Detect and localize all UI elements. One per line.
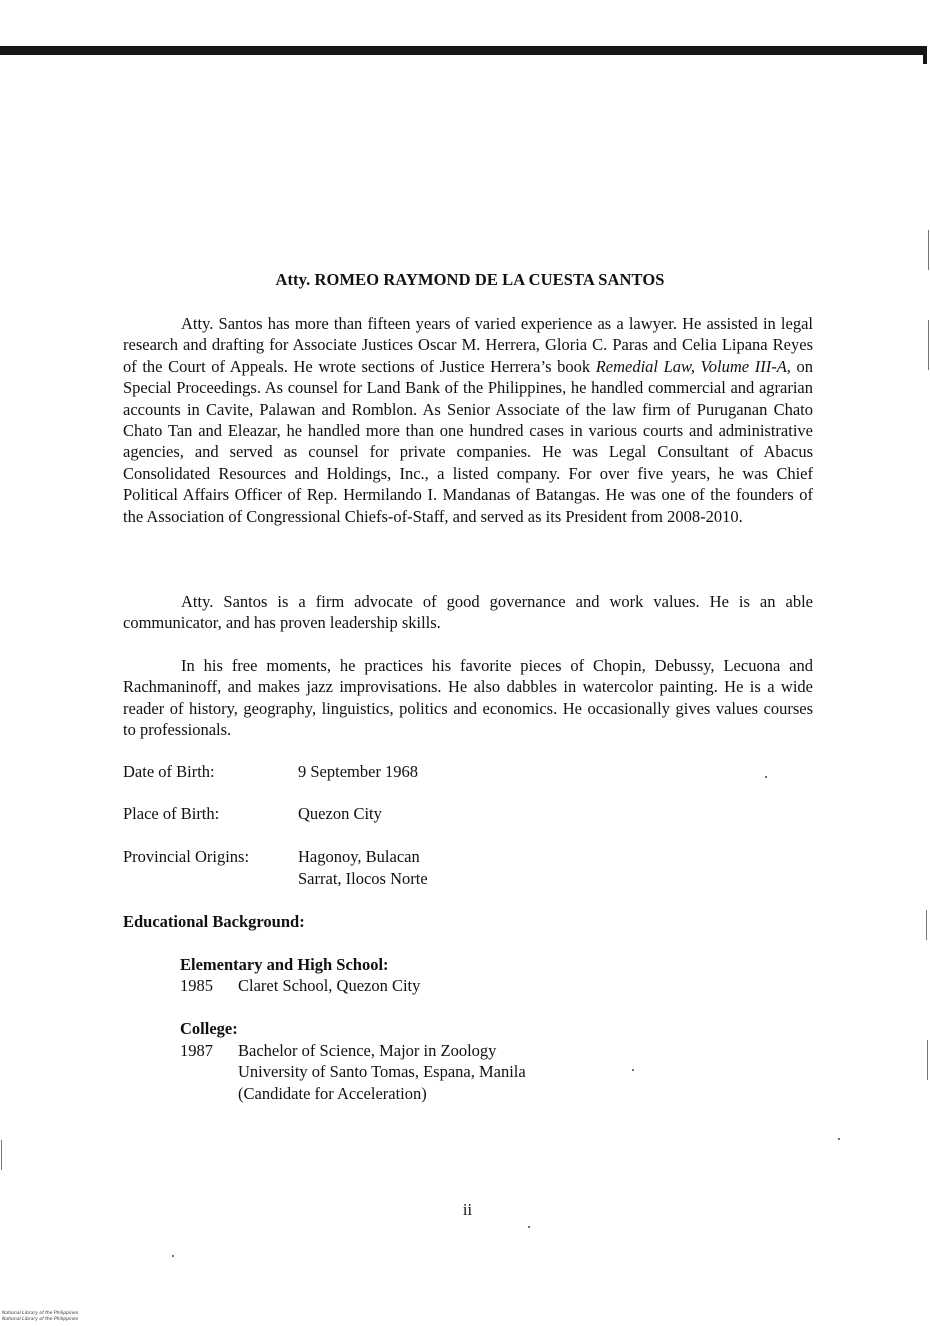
top-border-tick bbox=[923, 46, 927, 64]
scan-speck bbox=[765, 776, 767, 778]
page-number: ii bbox=[462, 1200, 473, 1219]
elementary-heading: Elementary and High School: bbox=[180, 955, 389, 974]
origins-label: Provincial Origins: bbox=[123, 847, 250, 866]
scan-speck bbox=[632, 1069, 634, 1071]
college-year: 1987 bbox=[180, 1041, 213, 1060]
origins-value-2: Sarrat, Ilocos Norte bbox=[298, 869, 428, 888]
scan-edge-mark bbox=[928, 230, 929, 270]
college-note: (Candidate for Acceleration) bbox=[238, 1084, 427, 1103]
document-title: Atty. ROMEO RAYMOND DE LA CUESTA SANTOS bbox=[275, 270, 665, 289]
scan-speck bbox=[838, 1138, 840, 1140]
library-stamp-line-1: National Library of the Philippines bbox=[2, 1311, 79, 1316]
pob-value: Quezon City bbox=[298, 804, 382, 823]
scan-speck bbox=[172, 1255, 174, 1257]
experience-paragraph bbox=[123, 313, 813, 527]
scan-edge-mark bbox=[927, 1040, 928, 1080]
top-border-rule bbox=[0, 46, 927, 55]
hobbies-paragraph: In his free moments, he practices his favorite pieces of Chopin, Debussy, Lecuona and Rachmaninoff, and makes jazz improvisations. He also dabbles in watercolor painting. He is a wide reader of history, geography, linguistics, politics and economics. He occasionally gives values courses to professionals. bbox=[123, 656, 813, 740]
college-heading: College: bbox=[180, 1019, 238, 1038]
scan-edge-mark bbox=[1, 1140, 2, 1170]
college-degree: Bachelor of Science, Major in Zoology bbox=[238, 1041, 497, 1060]
scan-edge-mark bbox=[926, 910, 927, 940]
dob-value: 9 September 1968 bbox=[298, 762, 419, 781]
experience-text-part1: Atty. Santos has more than fifteen years of varied experience as a lawyer. He assisted in legal research and drafting for Associate Justices Oscar M. Herrera, Gloria C. Paras and Celia Lipana Reyes of the Court of Appeals. He wrote sections of Justice Herrera’s book bbox=[123, 314, 813, 376]
advocacy-paragraph: Atty. Santos is a firm advocate of good governance and work values. He is an able communicator, and has proven leadership skills. bbox=[123, 592, 813, 633]
origins-value-1: Hagonoy, Bulacan bbox=[298, 847, 420, 866]
education-heading: Educational Background: bbox=[123, 912, 305, 931]
pob-label: Place of Birth: bbox=[123, 804, 220, 823]
elementary-school: Claret School, Quezon City bbox=[238, 976, 421, 995]
book-title: Remedial Law, Volume III-A, bbox=[595, 356, 791, 376]
scan-edge-mark bbox=[928, 320, 929, 370]
elementary-year: 1985 bbox=[180, 976, 213, 995]
experience-text-part2: on Special Proceedings. As counsel for Land Bank of the Philippines, he handled commercial and agrarian accounts in Cavite, Palawan and Romblon. As Senior Associate of the law firm of Puruganan Chato Chato Tan and Eleazar, he handled more than one hundred cases in various courts and administrative agencies, and served as counsel for private companies. He was Legal Consultant of Abacus Consolidated Resources and Holdings, Inc., a listed company. For over five years, he was Chief Political Affairs Officer of Rep. Hermilando I. Mandanas of Batangas. He was one of the founders of the Association of Congressional Chiefs-of-Staff, and served as its President from 2008-2010. bbox=[123, 356, 814, 526]
college-school: University of Santo Tomas, Espana, Manila bbox=[238, 1062, 526, 1081]
scan-speck bbox=[528, 1226, 530, 1228]
library-stamp-line-2: National Library of the Philippines bbox=[2, 1317, 79, 1322]
dob-label: Date of Birth: bbox=[123, 762, 215, 781]
